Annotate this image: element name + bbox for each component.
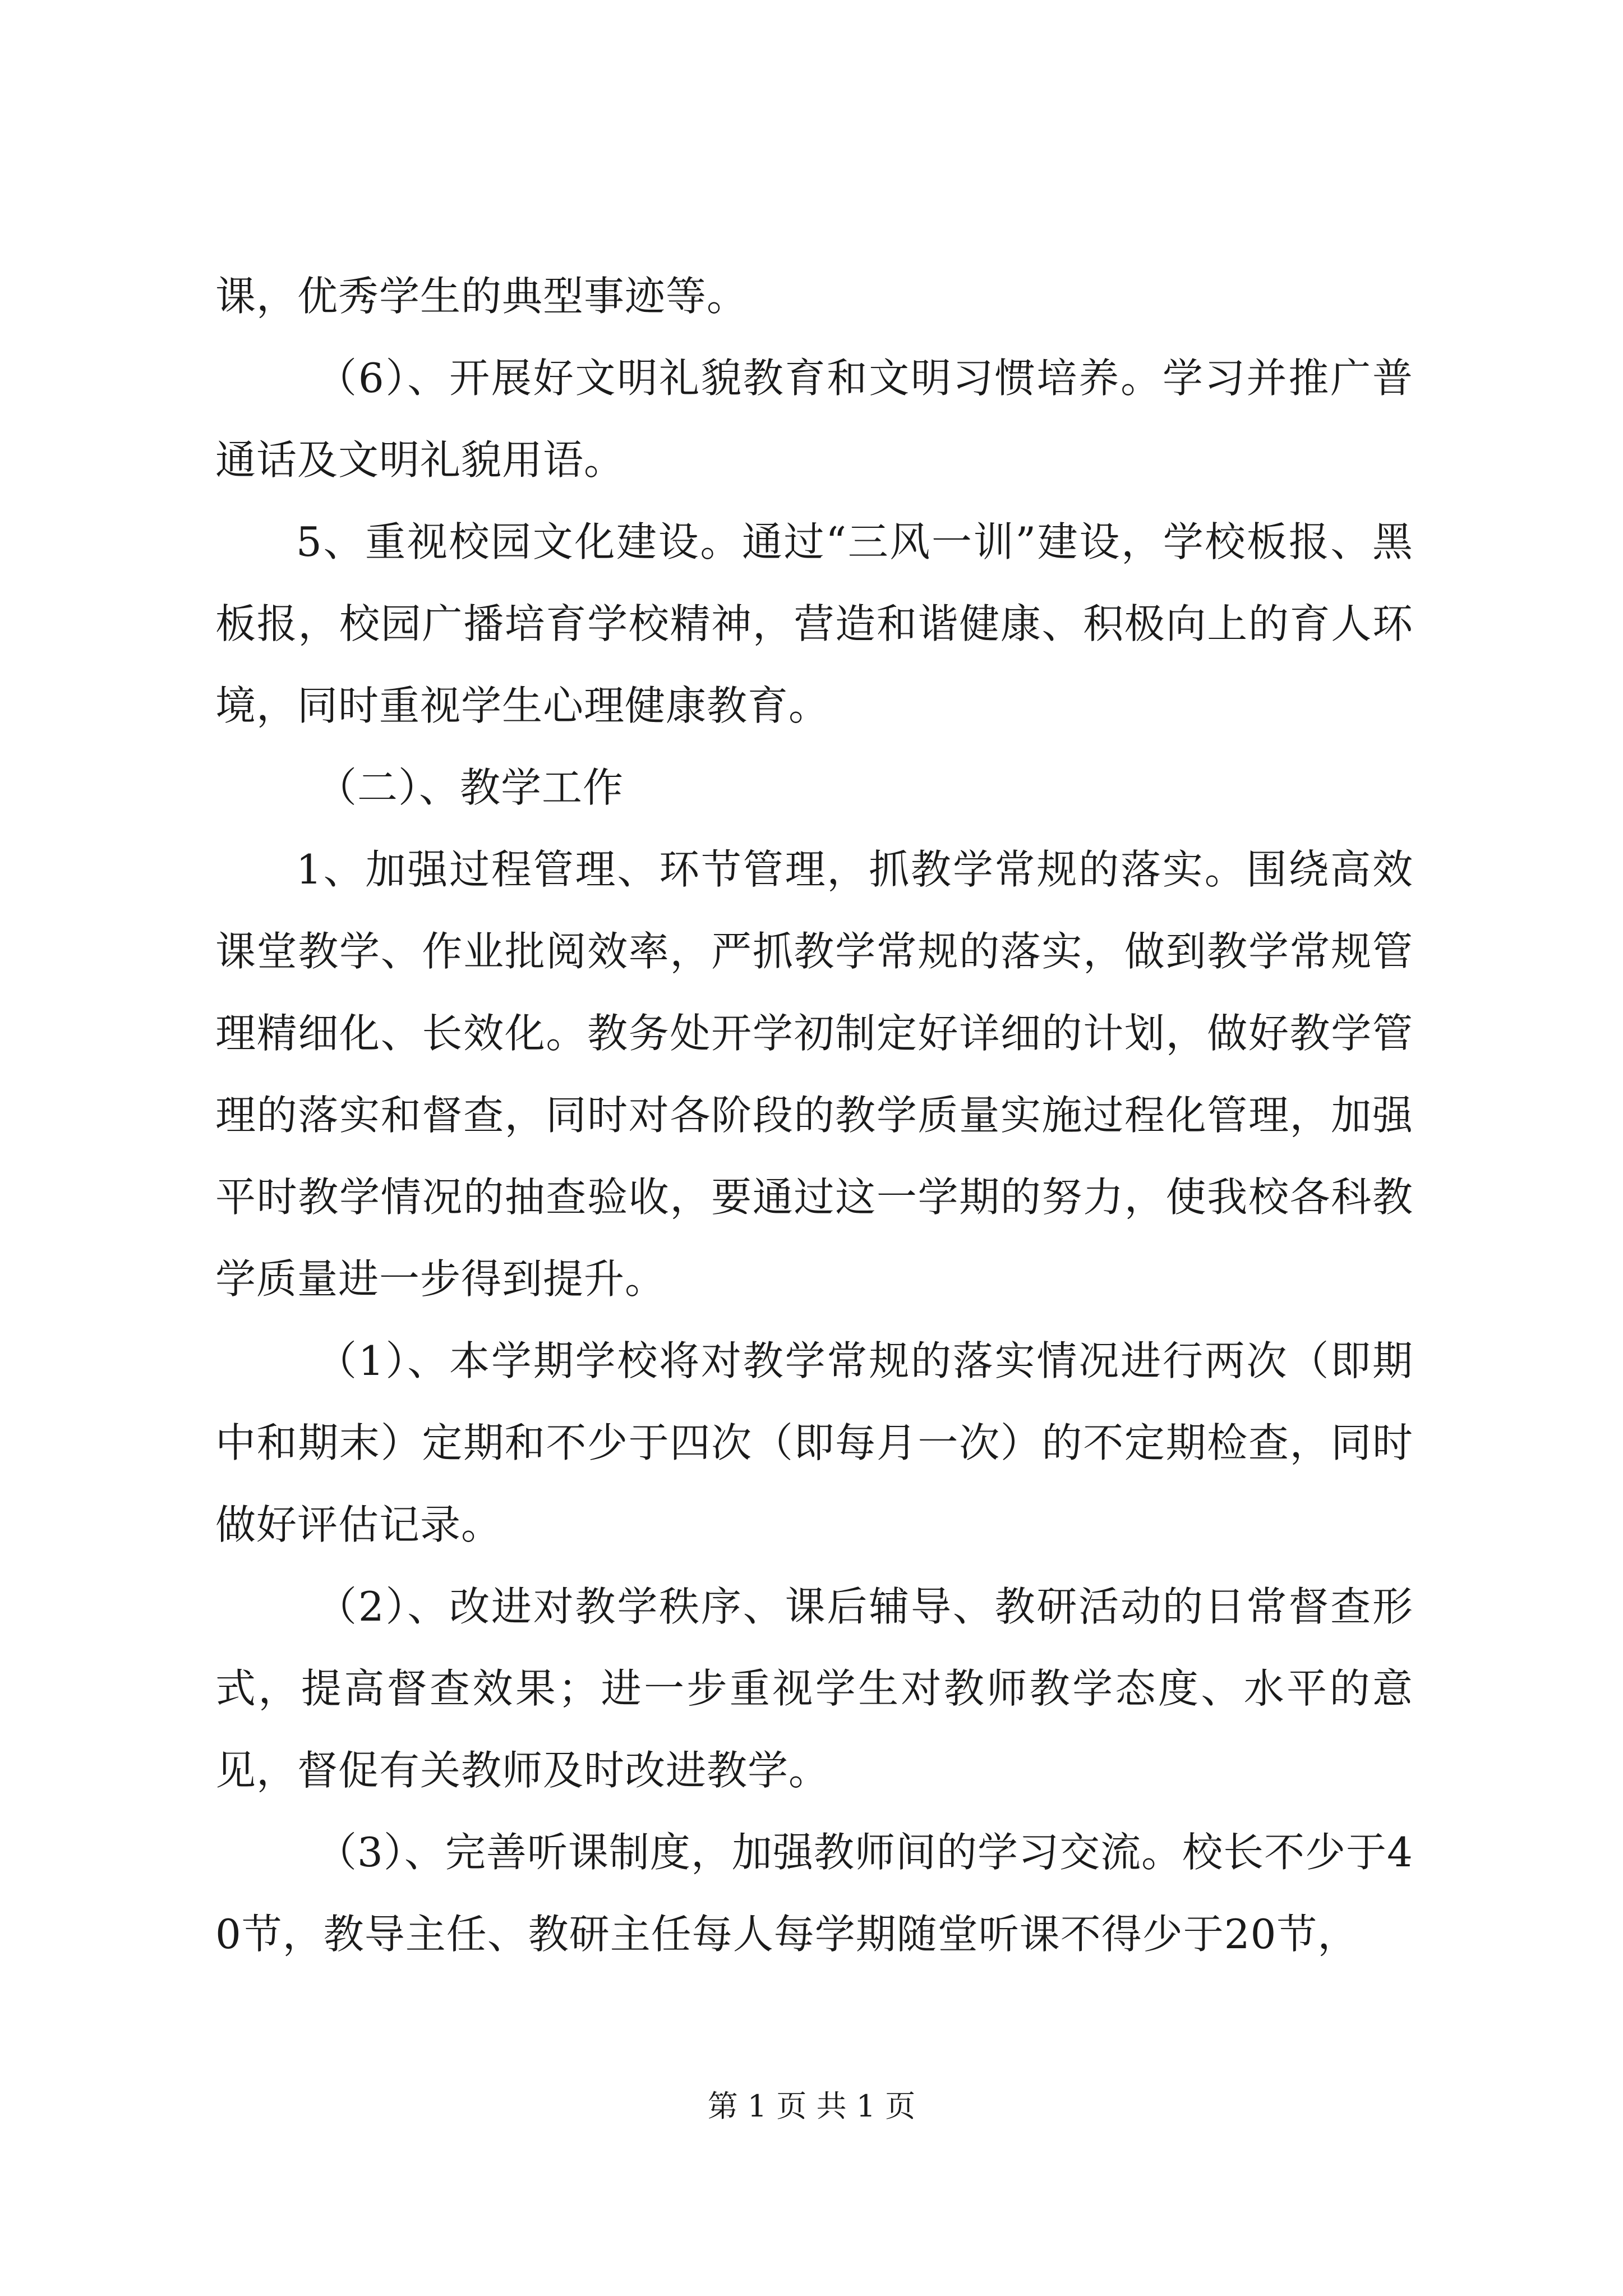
paragraph-subitem-2-supervision: （2）、改进对教学秩序、课后辅导、教研活动的日常督查形式，提高督查效果；进一步重视学生对教师教学态度、水平的意见，督促有关教师及时改进教学。 — [215, 1583, 1413, 1794]
section-heading-teaching: （二）、教学工作 — [316, 764, 624, 811]
paragraph-subitem-3-lecture-observation: （3）、完善听课制度，加强教师间的学习交流。校长不少于40节，教导主任、教研主任每人每学期随堂听课不得少于20节， — [215, 1829, 1413, 1958]
paragraph-subitem-1-inspection: （1）、本学期学校将对教学常规的落实情况进行两次（即期中和期末）定期和不少于四次（即每月一次）的不定期检查，同时做好评估记录。 — [215, 1337, 1413, 1548]
paragraph-item-5-campus-culture: 5、重视校园文化建设。通过“三风一训”建设，学校板报、黑板报，校园广播培育学校精神，营造和谐健康、积极向上的育人环境，同时重视学生心理健康教育。 — [215, 518, 1413, 729]
paragraph-item-1-process-management: 1、加强过程管理、环节管理，抓教学常规的落实。围绕高效课堂教学、作业批阅效率，严抓教学常规的落实，做到教学常规管理精细化、长效化。教务处开学初制定好详细的计划，做好教学管理的落实和督查，同时对各阶段的教学质量实施过程化管理，加强平时教学情况的抽查验收，要通过这一学期的努力，使我校各科教学质量进一步得到提升。 — [215, 846, 1413, 1303]
paragraph-continuation: 课，优秀学生的典型事迹等。 — [215, 273, 748, 320]
page-footer: 第 1 页 共 1 页 — [707, 2088, 916, 2124]
document-body — [215, 255, 1413, 1975]
paragraph-item-6: （6）、开展好文明礼貌教育和文明习惯培养。学习并推广普通话及文明礼貌用语。 — [215, 355, 1413, 484]
